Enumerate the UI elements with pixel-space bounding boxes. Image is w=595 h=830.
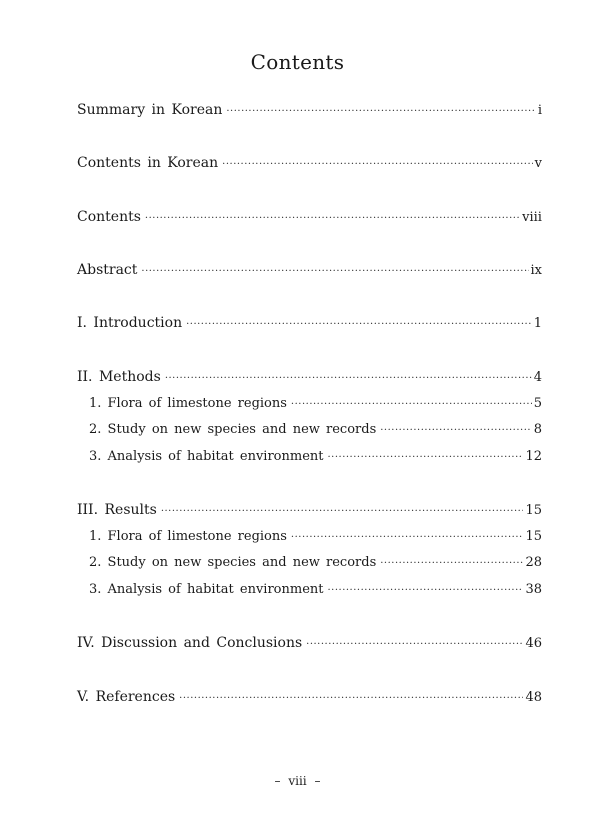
toc-entry-label: Contents: [77, 209, 141, 225]
toc-entry-contents[interactable]: [77, 208, 542, 228]
toc-entry-discussion[interactable]: [77, 634, 542, 654]
dot-leader: [306, 636, 523, 654]
toc-entry-label: 2. Study on new species and new records: [89, 555, 377, 570]
toc-entry-summary-korean[interactable]: [77, 101, 542, 121]
toc-page-number: 8: [533, 422, 542, 437]
toc-page-number: v: [534, 156, 542, 171]
toc-entry-label: Summary in Korean: [77, 102, 223, 118]
toc-entry-methods[interactable]: [77, 368, 542, 388]
toc-page-number: 15: [525, 503, 542, 518]
toc-entry-references[interactable]: [77, 688, 542, 708]
toc-entry-label: 3. Analysis of habitat environment: [89, 449, 324, 464]
toc-page-number: 46: [525, 636, 542, 651]
dot-leader: [291, 396, 532, 414]
toc-page-number: 12: [525, 449, 542, 464]
toc-page-number: 48: [525, 690, 542, 705]
toc-page-number: ix: [530, 263, 542, 278]
toc-entry-abstract[interactable]: [77, 261, 542, 281]
toc-entry-label: I. Introduction: [77, 315, 183, 331]
toc-page-number: 15: [525, 529, 542, 544]
page-number-footer: – ⅷ –: [274, 774, 321, 788]
toc-page-number: 1: [533, 316, 542, 331]
toc-entry-results-habitat[interactable]: [89, 581, 542, 600]
toc-entry-label: 2. Study on new species and new records: [89, 422, 377, 437]
dot-leader: [186, 316, 532, 334]
dot-leader: [141, 263, 528, 281]
dot-leader: [161, 503, 524, 521]
toc-page-number: 38: [525, 582, 542, 597]
dot-leader: [327, 582, 523, 600]
toc-entry-label: 1. Flora of limestone regions: [89, 529, 287, 544]
toc-entry-methods-habitat[interactable]: [89, 448, 542, 467]
dot-leader: [226, 103, 535, 121]
toc-entry-results[interactable]: [77, 501, 542, 521]
toc-page-number: 4: [533, 370, 542, 385]
dot-leader: [179, 690, 523, 708]
toc-entry-label: V. References: [77, 689, 176, 705]
dot-leader: [380, 422, 531, 440]
dot-leader: [291, 529, 524, 547]
toc-entry-contents-korean[interactable]: [77, 154, 542, 174]
toc-entry-label: Contents in Korean: [77, 155, 219, 171]
toc-entry-label: 1. Flora of limestone regions: [89, 396, 287, 411]
toc-page-number: ⅷ: [522, 210, 542, 225]
toc-entry-methods-new-species[interactable]: [89, 421, 542, 440]
toc-entry-label: II. Methods: [77, 369, 161, 385]
toc-entry-label: Abstract: [77, 262, 138, 278]
toc-page-number: 5: [533, 396, 542, 411]
dot-leader: [222, 156, 532, 174]
dot-leader: [165, 370, 532, 388]
toc-entry-results-new-species[interactable]: [89, 554, 542, 573]
toc-entry-label: 3. Analysis of habitat environment: [89, 582, 324, 597]
toc-entry-introduction[interactable]: [77, 314, 542, 334]
toc-page-number: i: [537, 103, 542, 118]
toc-entry-label: III. Results: [77, 502, 157, 518]
dot-leader: [380, 555, 523, 573]
toc-entry-results-flora[interactable]: [89, 528, 542, 547]
page-title: Contents: [250, 50, 345, 74]
toc-page-number: 28: [525, 555, 542, 570]
dot-leader: [145, 210, 520, 228]
toc-entry-methods-flora[interactable]: [89, 395, 542, 414]
dot-leader: [327, 449, 523, 467]
toc-entry-label: IV. Discussion and Conclusions: [77, 635, 303, 651]
